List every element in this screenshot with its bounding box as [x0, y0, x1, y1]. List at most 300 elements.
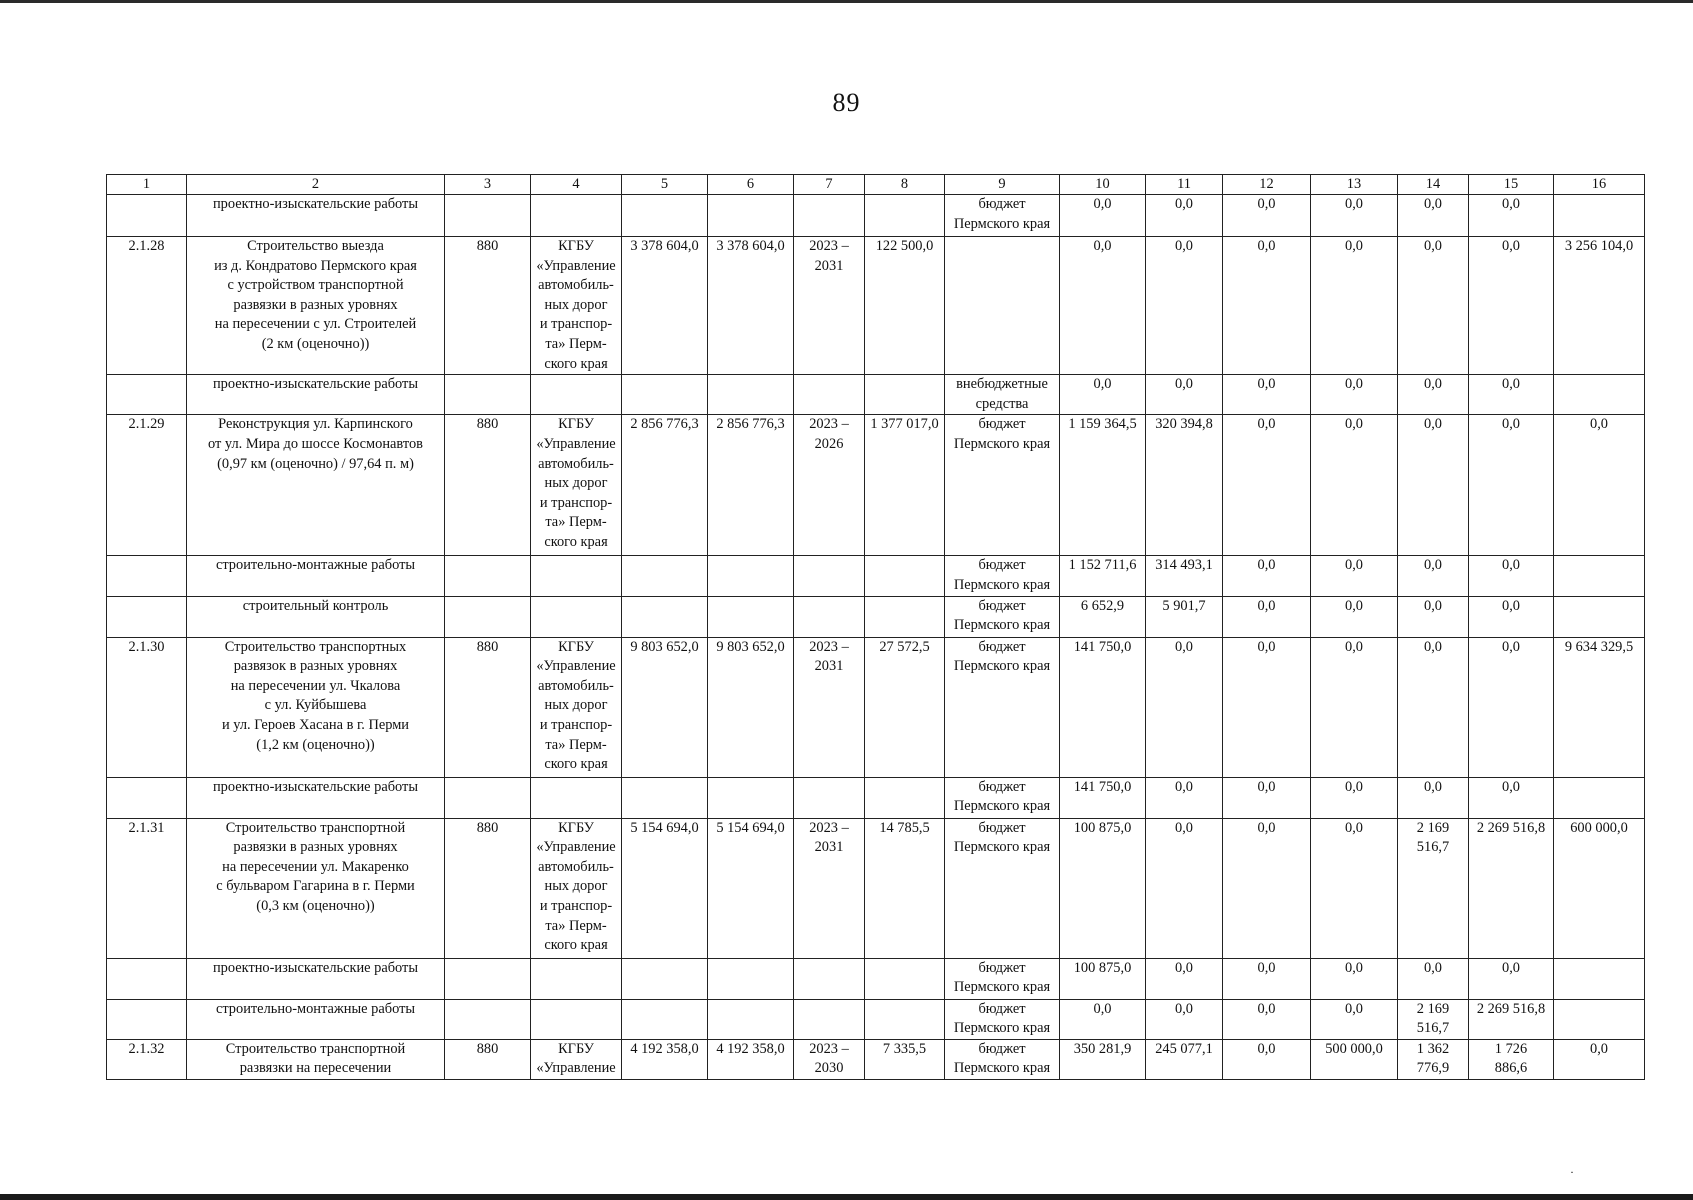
item-executor-line: ных дорог	[544, 475, 608, 492]
item-executor-line: автомобиль-	[538, 277, 614, 294]
item-col12: 0,0	[1223, 195, 1311, 237]
item-code	[107, 556, 187, 596]
item-col12: 0,0	[1223, 237, 1311, 375]
item-col10: 0,0	[1060, 237, 1146, 375]
item-executor-line: и транспор-	[539, 494, 613, 511]
item-title-line: на пересечении с ул. Строителей	[214, 316, 417, 333]
item-col10: 1 159 364,5	[1060, 415, 1146, 556]
funding-source-line: Пермского края	[953, 1060, 1051, 1077]
item-col4	[531, 596, 622, 637]
item-col4	[531, 777, 622, 818]
item-col16	[1554, 999, 1645, 1039]
item-col16	[1554, 375, 1645, 415]
item-title	[187, 1039, 445, 1079]
table-row-subitem	[107, 999, 1645, 1039]
item-title	[187, 596, 445, 637]
item-col12: 0,0	[1223, 415, 1311, 556]
funding-source-line: бюджет	[978, 638, 1026, 655]
item-col3	[445, 777, 531, 818]
item-col8	[865, 999, 945, 1039]
item-col7	[794, 596, 865, 637]
column-number-15: 15	[1469, 175, 1554, 195]
funding-source	[945, 637, 1060, 777]
item-executor-line: ных дорог	[544, 697, 608, 714]
item-title-line: (1,2 км (оценочно))	[256, 736, 375, 753]
item-col12: 0,0	[1223, 777, 1311, 818]
item-col6	[708, 958, 794, 999]
item-title-line: проектно-изыскательские работы	[212, 376, 419, 393]
item-col12: 0,0	[1223, 375, 1311, 415]
item-title-line: (0,97 км (оценочно) / 97,64 п. м)	[217, 455, 414, 472]
item-col6	[708, 596, 794, 637]
item-col15-line: 0,0	[1502, 196, 1520, 212]
item-executor	[531, 818, 622, 958]
item-period	[794, 415, 865, 556]
item-col14	[1398, 777, 1469, 818]
page-number: 89	[832, 88, 861, 117]
item-title-line: строительный контроль	[242, 597, 389, 614]
item-col16: 0,0	[1554, 1039, 1645, 1079]
item-col15-line: 2 269 516,8	[1476, 819, 1546, 836]
item-title-line: развязки в разных уровнях	[233, 839, 398, 856]
item-col16: 3 256 104,0	[1554, 237, 1645, 375]
funding-source-line: бюджет	[978, 819, 1026, 836]
item-col14-line: 0,0	[1424, 597, 1442, 614]
item-col10: 0,0	[1060, 375, 1146, 415]
item-col14-line: 776,9	[1416, 1060, 1450, 1077]
item-code	[107, 958, 187, 999]
item-col3: 880	[445, 1039, 531, 1079]
item-executor-line: «Управление	[536, 257, 616, 274]
table-row-subitem	[107, 195, 1645, 237]
item-col15	[1469, 958, 1554, 999]
item-code: 2.1.32	[107, 1039, 187, 1079]
item-col5: 9 803 652,0	[622, 637, 708, 777]
funding-source-line: бюджет	[978, 1000, 1026, 1017]
item-col3	[445, 556, 531, 596]
item-title	[187, 375, 445, 415]
item-executor-line: КГБУ	[558, 416, 594, 433]
table-row-subitem	[107, 777, 1645, 818]
item-col6	[708, 195, 794, 237]
table-body	[107, 175, 1645, 1080]
item-period	[794, 237, 865, 375]
column-number-3: 3	[445, 175, 531, 195]
item-title-line: с бульваром Гагарина в г. Перми	[216, 878, 415, 895]
item-executor-line: КГБУ	[558, 238, 594, 254]
item-col4	[531, 958, 622, 999]
item-executor-line: ных дорог	[544, 296, 608, 313]
item-col11: 0,0	[1146, 637, 1223, 777]
funding-source	[945, 195, 1060, 237]
item-col6	[708, 375, 794, 415]
item-col15	[1469, 999, 1554, 1039]
column-number-6: 6	[708, 175, 794, 195]
item-col14-line: 2 169	[1416, 819, 1450, 836]
item-col14-line: 0,0	[1424, 196, 1442, 212]
item-col7	[794, 375, 865, 415]
item-col3: 880	[445, 415, 531, 556]
item-col14	[1398, 637, 1469, 777]
item-col15	[1469, 1039, 1554, 1079]
item-executor	[531, 415, 622, 556]
funding-source-line: Пермского края	[953, 435, 1051, 452]
item-title	[187, 556, 445, 596]
item-col11: 0,0	[1146, 777, 1223, 818]
item-col7	[794, 958, 865, 999]
item-executor-line: «Управление	[536, 658, 616, 675]
item-col15	[1469, 556, 1554, 596]
item-col12: 0,0	[1223, 818, 1311, 958]
item-title	[187, 818, 445, 958]
item-col11: 5 901,7	[1146, 596, 1223, 637]
item-col16: 600 000,0	[1554, 818, 1645, 958]
item-period	[794, 637, 865, 777]
item-col14-line: 0,0	[1424, 376, 1442, 393]
item-col6: 3 378 604,0	[708, 237, 794, 375]
column-number-4: 4	[531, 175, 622, 195]
item-period	[794, 818, 865, 958]
item-col8: 7 335,5	[865, 1039, 945, 1079]
item-title-line: проектно-изыскательские работы	[212, 196, 419, 212]
funding-source-line: бюджет	[978, 196, 1026, 212]
item-code	[107, 596, 187, 637]
column-number-13: 13	[1311, 175, 1398, 195]
item-col14-line: 1 362	[1416, 1040, 1450, 1057]
item-col15-line: 0,0	[1502, 557, 1520, 574]
item-col14	[1398, 1039, 1469, 1079]
item-col16	[1554, 958, 1645, 999]
item-col15	[1469, 596, 1554, 637]
item-col13: 0,0	[1311, 958, 1398, 999]
item-title-line: на пересечении ул. Макаренко	[222, 858, 409, 875]
item-period-line: 2023 –	[809, 238, 849, 254]
item-col12: 0,0	[1223, 596, 1311, 637]
item-executor-line: КГБУ	[558, 1040, 594, 1057]
item-title-line: Строительство транспортной	[225, 819, 406, 836]
item-col10: 0,0	[1060, 195, 1146, 237]
item-col3	[445, 958, 531, 999]
item-col15-line: 1 726	[1494, 1040, 1528, 1057]
item-col15	[1469, 777, 1554, 818]
item-title	[187, 777, 445, 818]
item-col11: 0,0	[1146, 195, 1223, 237]
item-col15-line: 886,6	[1494, 1060, 1528, 1077]
item-col6: 2 856 776,3	[708, 415, 794, 556]
item-col7	[794, 999, 865, 1039]
item-title-line: строительно-монтажные работы	[215, 557, 416, 574]
funding-source-line: бюджет	[978, 959, 1026, 976]
item-period-line: 2031	[814, 658, 844, 675]
item-col13: 0,0	[1311, 818, 1398, 958]
item-col14-line: 0,0	[1424, 778, 1442, 795]
item-col15-line: 0,0	[1502, 778, 1520, 795]
item-period-line: 2031	[814, 839, 844, 856]
item-col14-line: 0,0	[1424, 557, 1442, 574]
item-col16: 0,0	[1554, 415, 1645, 556]
item-col7	[794, 556, 865, 596]
item-col5	[622, 777, 708, 818]
item-executor-line: КГБУ	[558, 819, 594, 836]
item-title-line: строительно-монтажные работы	[215, 1000, 416, 1017]
table-row-item	[107, 818, 1645, 958]
item-title-line: с ул. Куйбышева	[264, 697, 367, 714]
item-title-line: развязок в разных уровнях	[233, 658, 398, 675]
item-col3: 880	[445, 818, 531, 958]
item-col15-line: 0,0	[1502, 638, 1520, 655]
column-number-16: 16	[1554, 175, 1645, 195]
item-col14-line: 2 169	[1416, 1000, 1450, 1017]
scan-dot-mark: ·	[1570, 1165, 1574, 1179]
item-executor-line: «Управление	[536, 435, 616, 452]
item-col14-line: 516,7	[1416, 839, 1450, 856]
item-code	[107, 777, 187, 818]
item-code: 2.1.29	[107, 415, 187, 556]
item-title-line: на пересечении ул. Чкалова	[230, 677, 401, 694]
item-executor	[531, 1039, 622, 1079]
item-col8: 122 500,0	[865, 237, 945, 375]
table-row-item	[107, 237, 1645, 375]
table-row-item	[107, 1039, 1645, 1079]
item-col15	[1469, 195, 1554, 237]
item-col14	[1398, 596, 1469, 637]
item-title-line: (2 км (оценочно))	[261, 335, 370, 352]
item-col10: 1 152 711,6	[1060, 556, 1146, 596]
funding-source-line: внебюджетные	[956, 376, 1048, 393]
item-col14-line: 516,7	[1416, 1020, 1450, 1037]
item-col7	[794, 777, 865, 818]
item-executor-line: та» Перм-	[545, 335, 607, 352]
funding-source-line: бюджет	[978, 597, 1026, 614]
item-title-line: развязки на пересечении	[239, 1060, 392, 1077]
item-col13: 500 000,0	[1311, 1039, 1398, 1079]
item-col3: 880	[445, 237, 531, 375]
item-col11: 0,0	[1146, 375, 1223, 415]
item-col12: 0,0	[1223, 556, 1311, 596]
item-col14-line: 0,0	[1424, 238, 1442, 254]
item-title	[187, 999, 445, 1039]
item-col3	[445, 195, 531, 237]
table-row-item	[107, 415, 1645, 556]
item-col16	[1554, 596, 1645, 637]
item-col6: 9 803 652,0	[708, 637, 794, 777]
item-col13: 0,0	[1311, 237, 1398, 375]
item-col11: 320 394,8	[1146, 415, 1223, 556]
item-executor-line: ных дорог	[544, 878, 608, 895]
item-col5: 4 192 358,0	[622, 1039, 708, 1079]
funding-source-line: бюджет	[978, 778, 1026, 795]
item-executor-line: «Управление	[536, 1060, 616, 1077]
item-col5	[622, 375, 708, 415]
item-col13: 0,0	[1311, 556, 1398, 596]
item-col8	[865, 958, 945, 999]
item-col13: 0,0	[1311, 415, 1398, 556]
bottom-scan-edge	[0, 1194, 1693, 1200]
item-col15-line: 0,0	[1502, 416, 1520, 433]
item-executor-line: автомобиль-	[538, 455, 614, 472]
item-title-line: от ул. Мира до шоссе Космонавтов	[208, 435, 423, 452]
funding-source-line: Пермского края	[953, 979, 1051, 996]
item-col14	[1398, 237, 1469, 375]
item-col11: 0,0	[1146, 958, 1223, 999]
item-col6: 4 192 358,0	[708, 1039, 794, 1079]
item-title-line: Строительство выезда	[247, 238, 384, 254]
item-col8	[865, 777, 945, 818]
column-number-7: 7	[794, 175, 865, 195]
item-col4	[531, 195, 622, 237]
item-executor-line: «Управление	[536, 839, 616, 856]
item-title-line: с устройством транспортной	[227, 277, 404, 294]
item-col13: 0,0	[1311, 596, 1398, 637]
item-col7	[794, 195, 865, 237]
item-period-line: 2031	[814, 257, 844, 274]
item-executor-line: и транспор-	[539, 716, 613, 733]
item-col14	[1398, 415, 1469, 556]
item-col6: 5 154 694,0	[708, 818, 794, 958]
item-col12: 0,0	[1223, 999, 1311, 1039]
item-period-line: 2023 –	[809, 416, 849, 433]
funding-source	[945, 556, 1060, 596]
item-col15	[1469, 637, 1554, 777]
item-col14	[1398, 958, 1469, 999]
column-number-10: 10	[1060, 175, 1146, 195]
item-executor-line: КГБУ	[558, 638, 594, 655]
item-code	[107, 999, 187, 1039]
item-col14	[1398, 818, 1469, 958]
funding-source-line: Пермского края	[953, 839, 1051, 856]
item-col12: 0,0	[1223, 958, 1311, 999]
item-executor-line: ского края	[544, 756, 608, 773]
item-col15	[1469, 818, 1554, 958]
item-col10: 6 652,9	[1060, 596, 1146, 637]
item-col15-line: 0,0	[1502, 376, 1520, 393]
item-col10: 141 750,0	[1060, 777, 1146, 818]
item-col11: 314 493,1	[1146, 556, 1223, 596]
item-col3	[445, 596, 531, 637]
item-title-line: Строительство транспортных	[224, 638, 407, 655]
item-col8	[865, 195, 945, 237]
item-col6	[708, 556, 794, 596]
item-col15-line: 2 269 516,8	[1476, 1000, 1546, 1017]
item-col16	[1554, 777, 1645, 818]
item-col14	[1398, 375, 1469, 415]
item-title-line: Реконструкция ул. Карпинского	[218, 416, 413, 433]
item-col8: 27 572,5	[865, 637, 945, 777]
item-code: 2.1.30	[107, 637, 187, 777]
item-col8: 14 785,5	[865, 818, 945, 958]
item-col16: 9 634 329,5	[1554, 637, 1645, 777]
item-code	[107, 375, 187, 415]
funding-source	[945, 999, 1060, 1039]
funding-source-line: бюджет	[978, 557, 1026, 574]
funding-source-line: Пермского края	[953, 658, 1051, 675]
item-col14	[1398, 556, 1469, 596]
item-col15	[1469, 375, 1554, 415]
item-title	[187, 195, 445, 237]
item-col5	[622, 999, 708, 1039]
column-number-11: 11	[1146, 175, 1223, 195]
item-col10: 100 875,0	[1060, 818, 1146, 958]
funding-source-line: Пермского края	[953, 798, 1051, 815]
item-col4	[531, 375, 622, 415]
funding-source-line: Пермского края	[953, 1020, 1051, 1037]
item-executor-line: та» Перм-	[545, 736, 607, 753]
item-col15	[1469, 415, 1554, 556]
item-col15-line: 0,0	[1502, 597, 1520, 614]
item-col14-line: 0,0	[1424, 638, 1442, 655]
item-period-line: 2023 –	[809, 819, 849, 836]
table-row-subitem	[107, 375, 1645, 415]
funding-source-line: Пермского края	[953, 617, 1051, 634]
column-number-8: 8	[865, 175, 945, 195]
item-col8	[865, 556, 945, 596]
item-title-line: проектно-изыскательские работы	[212, 959, 419, 976]
item-col6	[708, 777, 794, 818]
item-period	[794, 1039, 865, 1079]
item-col5	[622, 195, 708, 237]
item-col14	[1398, 999, 1469, 1039]
item-col13: 0,0	[1311, 375, 1398, 415]
item-col8	[865, 596, 945, 637]
funding-source	[945, 958, 1060, 999]
item-col10: 350 281,9	[1060, 1039, 1146, 1079]
item-executor-line: и транспор-	[539, 316, 613, 333]
funding-source-line: бюджет	[978, 416, 1026, 433]
table-row-subitem	[107, 958, 1645, 999]
item-executor-line: та» Перм-	[545, 917, 607, 934]
item-col15	[1469, 237, 1554, 375]
item-col8	[865, 375, 945, 415]
funding-source	[945, 1039, 1060, 1079]
item-code	[107, 195, 187, 237]
item-col14	[1398, 195, 1469, 237]
item-col13: 0,0	[1311, 637, 1398, 777]
column-number-14: 14	[1398, 175, 1469, 195]
table-row-item	[107, 637, 1645, 777]
item-title	[187, 637, 445, 777]
item-code: 2.1.31	[107, 818, 187, 958]
item-title-line: и ул. Героев Хасана в г. Перми	[221, 716, 410, 733]
item-title	[187, 237, 445, 375]
funding-source	[945, 777, 1060, 818]
item-period-line: 2026	[814, 435, 844, 452]
item-executor-line: ского края	[544, 533, 608, 550]
item-executor-line: ского края	[544, 937, 608, 954]
item-executor-line: автомобиль-	[538, 858, 614, 875]
item-period-line: 2023 –	[809, 1040, 849, 1057]
item-col8: 1 377 017,0	[865, 415, 945, 556]
item-col11: 245 077,1	[1146, 1039, 1223, 1079]
table-row-subitem	[107, 596, 1645, 637]
table-row-subitem	[107, 556, 1645, 596]
item-col12: 0,0	[1223, 1039, 1311, 1079]
funding-source	[945, 375, 1060, 415]
item-period-line: 2030	[814, 1060, 844, 1077]
item-col16	[1554, 556, 1645, 596]
funding-source-line: бюджет	[978, 1040, 1026, 1057]
item-code: 2.1.28	[107, 237, 187, 375]
item-title-line: проектно-изыскательские работы	[212, 778, 419, 795]
item-col13: 0,0	[1311, 999, 1398, 1039]
column-number-12: 12	[1223, 175, 1311, 195]
item-period-line: 2023 –	[809, 638, 849, 655]
item-title	[187, 415, 445, 556]
column-number-1: 1	[107, 175, 187, 195]
funding-source	[945, 415, 1060, 556]
item-col13: 0,0	[1311, 195, 1398, 237]
item-col5: 5 154 694,0	[622, 818, 708, 958]
item-col5	[622, 556, 708, 596]
